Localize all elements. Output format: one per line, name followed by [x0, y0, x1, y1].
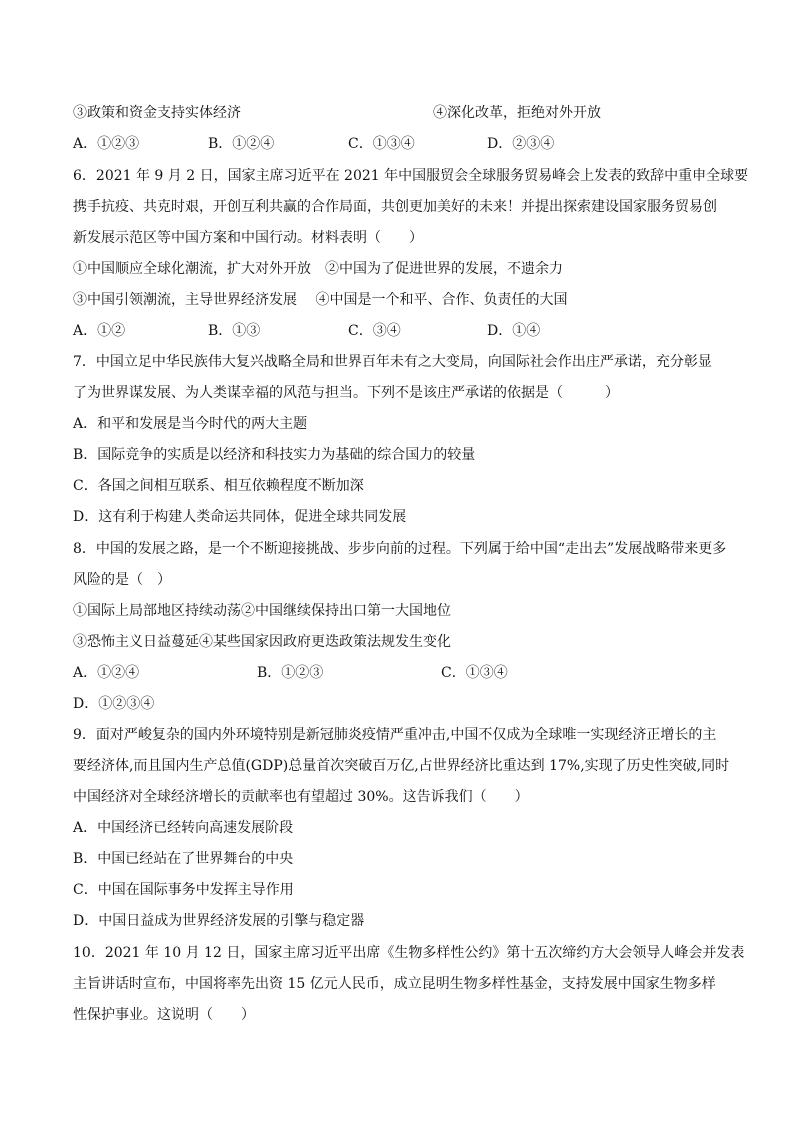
- q6-option-a: A．①②: [73, 323, 126, 339]
- q6-option-d: D．①④: [487, 323, 541, 339]
- q10-stem-line: 主旨讲话时宣布，中国将率先出资 15 亿元人民币，成立昆明生物多样性基金，支持发展中国家生物多样: [73, 976, 716, 992]
- q7-option-d: D．这有利于构建人类命运共同体，促进全球共同发展: [73, 509, 407, 525]
- q5-option-d: D．②③④: [487, 136, 555, 152]
- q9-option-b: B．中国已经站在了世界舞台的中央: [73, 851, 294, 867]
- q6-items-line: ①中国顺应全球化潮流，扩大对外开放 ②中国为了促进世界的发展，不遗余力: [73, 261, 563, 277]
- q7-stem-line: 7．中国立足中华民族伟大复兴战略全局和世界百年未有之大变局，向国际社会作出庄严承诺，充分彰显: [73, 354, 712, 370]
- q6-stem-line: 携手抗疫、共克时艰，开创互利共赢的合作局面，共创更加美好的未来！并提出探索建设国家服务贸易创: [73, 199, 717, 215]
- q5-item-3: ③政策和资金支持实体经济: [73, 105, 241, 121]
- q5-item-4: ④深化改革，拒绝对外开放: [433, 105, 601, 121]
- q8-items-line: ①国际上局部地区持续动荡②中国继续保持出口第一大国地位: [73, 603, 451, 619]
- q8-stem-line: 8．中国的发展之路，是一个不断迎接挑战、步步向前的过程。下列属于给中国“走出去”发展战略带来更多: [73, 541, 727, 557]
- q8-stem-line: 风险的是（ ）: [73, 572, 171, 588]
- q9-option-d: D．中国日益成为世界经济发展的引擎与稳定器: [73, 913, 365, 929]
- q9-option-c: C．中国在国际事务中发挥主导作用: [73, 882, 294, 898]
- q6-items-line: ③中国引领潮流，主导世界经济发展 ④中国是一个和平、合作、负责任的大国: [73, 292, 568, 308]
- q9-option-a: A．中国经济已经转向高速发展阶段: [73, 820, 294, 836]
- q7-option-b: B．国际竞争的实质是以经济和科技实力为基础的综合国力的较量: [73, 447, 476, 463]
- q9-stem-line: 中国经济对全球经济增长的贡献率也有望超过 30%。这告诉我们（ ）: [73, 789, 529, 805]
- q8-items-line: ③恐怖主义日益蔓延④某些国家因政府更迭政策法规发生变化: [73, 634, 451, 650]
- q8-option-a: A．①②④: [73, 665, 140, 681]
- q7-option-a: A．和平和发展是当今时代的两大主题: [73, 416, 308, 432]
- q5-option-a: A．①②③: [73, 136, 140, 152]
- q6-option-c: C．③④: [348, 323, 401, 339]
- q9-stem-line: 要经济体,而且国内生产总值(GDP)总量首次突破百万亿,占世界经济比重达到 17%,实现了历史性突破,同时: [73, 758, 730, 774]
- q7-stem-line: 了为世界谋发展、为人类谋幸福的风范与担当。下列不是该庄严承诺的依据是（ ）: [73, 385, 619, 401]
- q5-option-c: C．①③④: [348, 136, 415, 152]
- q6-option-b: B．①③: [208, 323, 261, 339]
- q7-option-c: C．各国之间相互联系、相互依赖程度不断加深: [73, 478, 364, 494]
- q10-stem-line: 10．2021 年 10 月 12 日，国家主席习近平出席《生物多样性公约》第十五次缔约方大会领导人峰会并发表: [73, 945, 745, 961]
- q5-option-b: B．①②④: [208, 136, 275, 152]
- q8-option-b: B．①②③: [257, 665, 324, 681]
- q9-stem-line: 9．面对严峻复杂的国内外环境特别是新冠肺炎疫情严重冲击,中国不仅成为全球唯一实现经济正增长的主: [73, 727, 717, 743]
- q8-option-c: C．①③④: [441, 665, 508, 681]
- q10-stem-line: 性保护事业。这说明（ ）: [73, 1007, 255, 1023]
- q8-option-d: D．①②③④: [73, 696, 155, 712]
- q6-stem-line: 6．2021 年 9 月 2 日，国家主席习近平在 2021 年中国服贸会全球服务贸易峰会上发表的致辞中重申全球要: [73, 168, 749, 184]
- q6-stem-line: 新发展示范区等中国方案和中国行动。材料表明（ ）: [73, 230, 423, 246]
